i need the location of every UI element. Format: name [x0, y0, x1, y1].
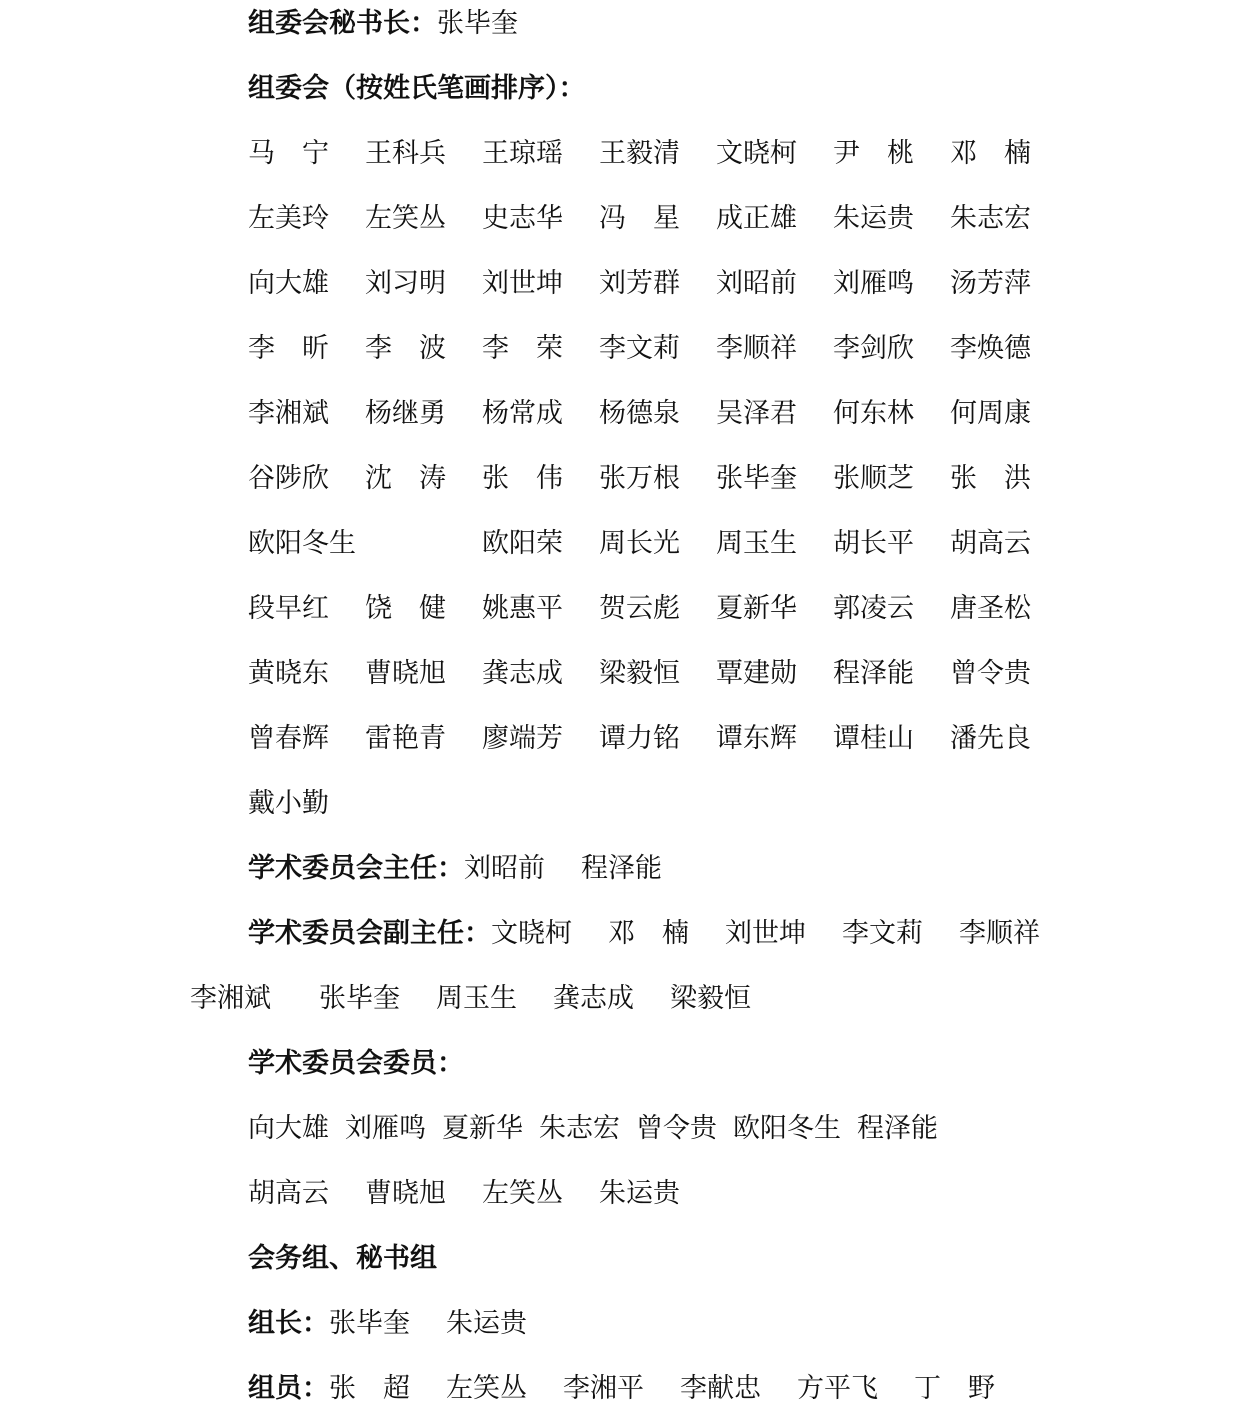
academic-deputy-name: 李顺祥	[959, 918, 1040, 949]
committee-name: 杨德泉	[599, 398, 680, 429]
committee-name: 李顺祥	[716, 333, 797, 364]
committee-name: 谭东辉	[716, 723, 797, 754]
committee-name: 梁毅恒	[599, 658, 680, 689]
committee-name: 李 昕	[248, 333, 329, 364]
affairs-member-name: 张 超	[329, 1373, 410, 1404]
committee-name: 李湘斌	[248, 398, 329, 429]
committee-name: 谭桂山	[833, 723, 914, 754]
committee-name: 左笑丛	[365, 203, 446, 234]
academic-member-name: 程泽能	[857, 1113, 938, 1144]
committee-name: 左美玲	[248, 203, 329, 234]
committee-name: 曾令贵	[950, 658, 1031, 689]
academic-members-line	[248, 1176, 1180, 1212]
committee-name: 李 荣	[482, 333, 563, 364]
committee-row	[248, 396, 1180, 432]
committee-name: 段早红	[248, 593, 329, 624]
committee-name: 李剑欣	[833, 333, 914, 364]
affairs-member-name: 丁 野	[914, 1373, 995, 1404]
committee-name: 王毅清	[599, 138, 680, 169]
committee-name: 邓 楠	[950, 138, 1031, 169]
committee-name: 刘世坤	[482, 268, 563, 299]
academic-member-name: 朱运贵	[599, 1178, 680, 1209]
committee-name: 张 洪	[950, 463, 1031, 494]
academic-deputy-name: 龚志成	[553, 983, 634, 1014]
committee-name: 曾春辉	[248, 723, 329, 754]
affairs-leader-name: 张毕奎	[329, 1308, 410, 1339]
academic-member-name: 曹晓旭	[365, 1178, 446, 1209]
committee-row	[248, 526, 1180, 562]
committee-name: 史志华	[482, 203, 563, 234]
committee-name: 沈 涛	[365, 463, 446, 494]
academic-members-heading: 学术委员会委员：	[248, 1048, 464, 1079]
committee-name: 雷艳青	[365, 723, 446, 754]
committee-name: 姚惠平	[482, 593, 563, 624]
committee-name: 戴小勤	[248, 788, 329, 819]
affairs-member-name: 李湘平	[563, 1373, 644, 1404]
academic-deputy-name: 刘世坤	[725, 918, 806, 949]
committee-row	[248, 331, 1180, 367]
committee-name: 饶 健	[365, 593, 446, 624]
committee-name: 张毕奎	[716, 463, 797, 494]
affairs-member-name: 李献忠	[680, 1373, 761, 1404]
committee-row	[248, 266, 1180, 302]
academic-deputy-name: 李湘斌	[190, 983, 271, 1014]
committee-row	[248, 201, 1180, 237]
academic-director-line	[248, 851, 1180, 887]
affairs-member-line	[248, 1371, 1180, 1407]
academic-member-name: 夏新华	[442, 1113, 523, 1144]
committee-name: 张 伟	[482, 463, 563, 494]
committee-name: 杨常成	[482, 398, 563, 429]
committee-row	[248, 786, 1180, 822]
committee-name: 朱志宏	[950, 203, 1031, 234]
committee-name: 唐圣松	[950, 593, 1031, 624]
committee-name: 李文莉	[599, 333, 680, 364]
committee-heading: 组委会（按姓氏笔画排序）：	[248, 73, 586, 104]
committee-name: 杨继勇	[365, 398, 446, 429]
committee-name: 程泽能	[833, 658, 914, 689]
affairs-member-name: 左笑丛	[446, 1373, 527, 1404]
academic-member-name: 朱志宏	[539, 1113, 620, 1144]
committee-name: 黄晓东	[248, 658, 329, 689]
committee-name: 夏新华	[716, 593, 797, 624]
academic-deputy-name: 张毕奎	[319, 983, 400, 1014]
committee-name: 谭力铭	[599, 723, 680, 754]
committee-name: 文晓柯	[716, 138, 797, 169]
affairs-leader-name: 朱运贵	[446, 1308, 527, 1339]
committee-name: 冯 星	[599, 203, 680, 234]
academic-deputy-name: 文晓柯	[491, 918, 572, 949]
committee-name: 向大雄	[248, 268, 329, 299]
committee-row	[248, 721, 1180, 757]
affairs-member-name: 方平飞	[797, 1373, 878, 1404]
affairs-leader-line	[248, 1306, 1180, 1342]
committee-name: 周玉生	[716, 528, 797, 559]
committee-name: 吴泽君	[716, 398, 797, 429]
academic-member-name: 欧阳冬生	[733, 1113, 841, 1144]
committee-row	[248, 136, 1180, 172]
committee-name: 谷陟欣	[248, 463, 329, 494]
secretary-general-line	[248, 6, 1180, 42]
committee-name: 尹 桃	[833, 138, 914, 169]
committee-name: 刘昭前	[716, 268, 797, 299]
affairs-member-label: 组员：	[248, 1373, 329, 1404]
committee-name: 欧阳荣	[482, 528, 563, 559]
affairs-leader-label: 组长：	[248, 1308, 329, 1339]
academic-deputy-name: 周玉生	[436, 983, 517, 1014]
academic-deputy-name: 邓 楠	[608, 918, 689, 949]
academic-member-name: 左笑丛	[482, 1178, 563, 1209]
committee-name: 周长光	[599, 528, 680, 559]
committee-name: 覃建勋	[716, 658, 797, 689]
academic-member-name: 曾令贵	[636, 1113, 717, 1144]
secretary-general-name: 张毕奎	[437, 8, 518, 39]
academic-deputy-label: 学术委员会副主任：	[248, 918, 491, 949]
committee-name: 马 宁	[248, 138, 329, 169]
academic-member-name: 刘雁鸣	[345, 1113, 426, 1144]
committee-name: 郭凌云	[833, 593, 914, 624]
academic-director-name: 程泽能	[581, 853, 662, 884]
committee-name: 龚志成	[482, 658, 563, 689]
academic-member-name: 向大雄	[248, 1113, 329, 1144]
committee-name: 刘习明	[365, 268, 446, 299]
secretary-general-label: 组委会秘书长：	[248, 8, 437, 39]
committee-name: 何周康	[950, 398, 1031, 429]
committee-name: 刘芳群	[599, 268, 680, 299]
committee-name: 朱运贵	[833, 203, 914, 234]
committee-name: 胡高云	[950, 528, 1031, 559]
committee-name: 李焕德	[950, 333, 1031, 364]
academic-director-label: 学术委员会主任：	[248, 853, 464, 884]
committee-row	[248, 591, 1180, 627]
committee-name: 欧阳冬生	[248, 528, 356, 559]
academic-deputy-name: 梁毅恒	[670, 983, 751, 1014]
committee-name: 王琼瑶	[482, 138, 563, 169]
committee-name: 成正雄	[716, 203, 797, 234]
affairs-group-heading: 会务组、秘书组	[248, 1243, 437, 1274]
academic-deputy-name: 李文莉	[842, 918, 923, 949]
academic-deputy-continuation	[190, 981, 1180, 1017]
committee-name: 汤芳萍	[950, 268, 1031, 299]
committee-row	[248, 461, 1180, 497]
committee-name: 王科兵	[365, 138, 446, 169]
academic-deputy-line	[248, 916, 1180, 952]
committee-name: 何东林	[833, 398, 914, 429]
academic-director-name: 刘昭前	[464, 853, 545, 884]
committee-name: 潘先良	[950, 723, 1031, 754]
academic-member-name: 胡高云	[248, 1178, 329, 1209]
committee-name: 廖端芳	[482, 723, 563, 754]
committee-name: 曹晓旭	[365, 658, 446, 689]
committee-name: 张万根	[599, 463, 680, 494]
committee-name: 刘雁鸣	[833, 268, 914, 299]
committee-name: 贺云彪	[599, 593, 680, 624]
committee-row	[248, 656, 1180, 692]
committee-name: 胡长平	[833, 528, 914, 559]
committee-name: 李 波	[365, 333, 446, 364]
academic-members-line	[248, 1111, 1180, 1147]
committee-name: 张顺芝	[833, 463, 914, 494]
